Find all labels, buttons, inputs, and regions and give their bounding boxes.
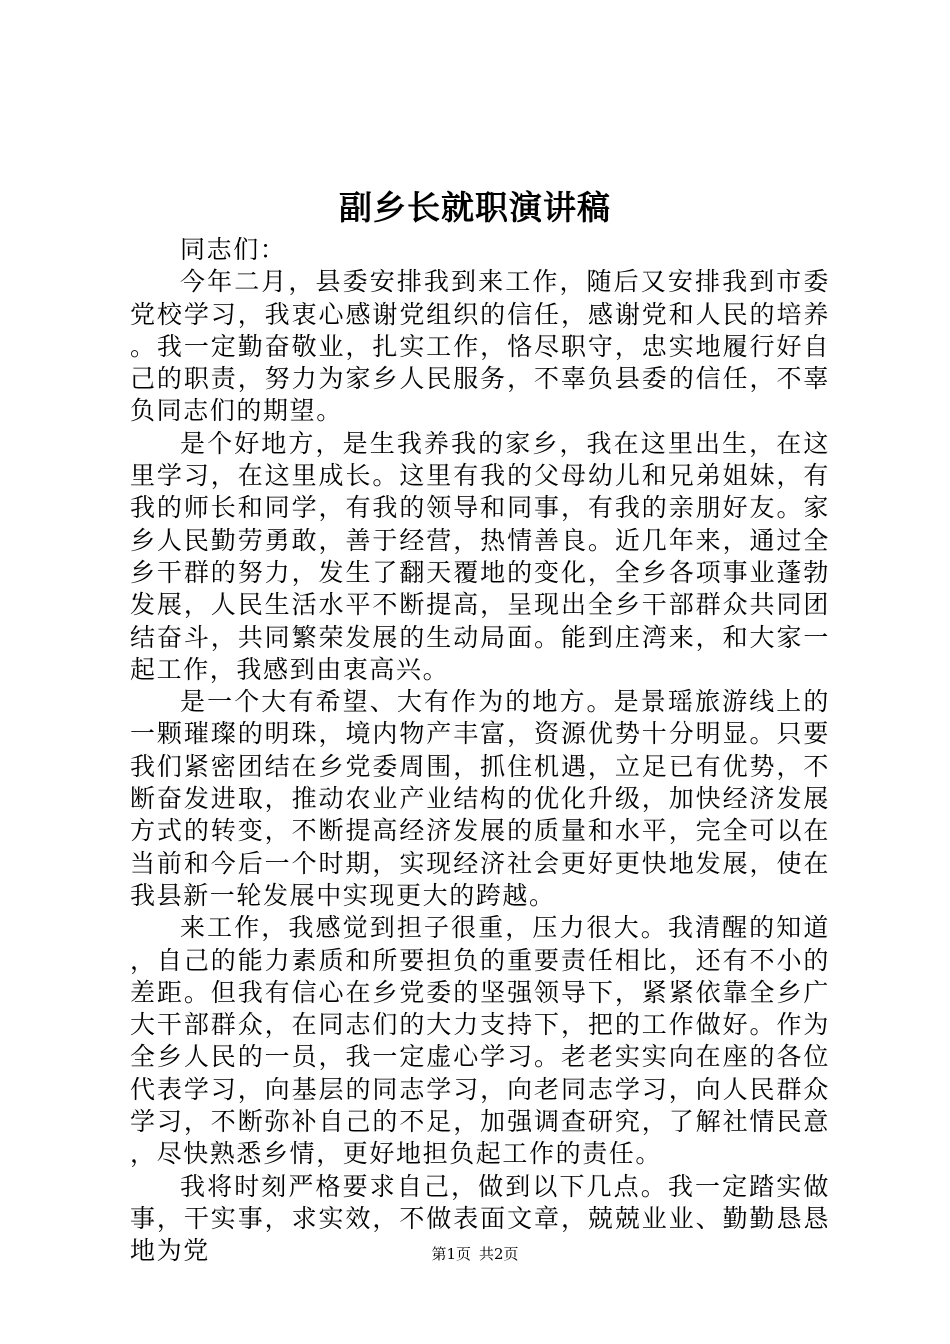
paragraph: 是个好地方，是生我养我的家乡，我在这里出生，在这里学习，在这里成长。这里有我的父母幼儿和兄弟姐妹，有我的师长和同学，有我的领导和同事，有我的亲朋好友。家乡人民勤劳勇敢，善于经营，热情善良。近几年来，通过全乡干群的努力，发生了翻天覆地的变化，全乡各项事业蓬勃发展，人民生活水平不断提高，呈现出全乡干部群众共同团结奋斗，共同繁荣发展的生动局面。能到庄湾来，和大家一起工作，我感到由衷高兴。 (130, 428, 830, 684)
paragraph: 来工作，我感觉到担子很重，压力很大。我清醒的知道，自己的能力素质和所要担负的重要责任相比，还有不小的差距。但我有信心在乡党委的坚强领导下，紧紧依靠全乡广大干部群众，在同志们的大力支持下，把的工作做好。作为全乡人民的一员，我一定虚心学习。老老实实向在座的各位代表学习，向基层的同志学习，向老同志学习，向人民群众学习，不断弥补自己的不足，加强调查研究，了解社情民意，尽快熟悉乡情，更好地担负起工作的责任。 (130, 913, 830, 1169)
paragraph: 我将时刻严格要求自己，做到以下几点。我一定踏实做事，干实事，求实效，不做表面文章，兢兢业业、勤勤恳恳地为党 (130, 1171, 830, 1266)
salutation: 同志们： (180, 235, 287, 264)
page-footer (0, 1244, 950, 1264)
paragraph: 是一个大有希望、大有作为的地方。是景瑶旅游线上的一颗璀璨的明珠，境内物产丰富，资源优势十分明显。只要我们紧密团结在乡党委周围，抓住机遇，立足已有优势，不断奋发进取，推动农业产业结构的优化升级，加快经济发展方式的转变，不断提高经济发展的质量和水平，完全可以在当前和今后一个时期，实现经济社会更好更快地发展，使在我县新一轮发展中实现更大的跨越。 (130, 687, 830, 910)
document-title: 副乡长就职演讲稿 (339, 188, 611, 227)
page-number: 第1页 (431, 1245, 471, 1263)
page-total: 共2页 (479, 1245, 519, 1263)
paragraph: 今年二月，县委安排我到来工作，随后又安排我到市委党校学习，我衷心感谢党组织的信任，感谢党和人民的培养。我一定勤奋敬业，扎实工作，恪尽职守，忠实地履行好自己的职责，努力为家乡人民服务，不辜负县委的信任，不辜负同志们的期望。 (130, 267, 830, 426)
document-body (130, 234, 830, 1268)
